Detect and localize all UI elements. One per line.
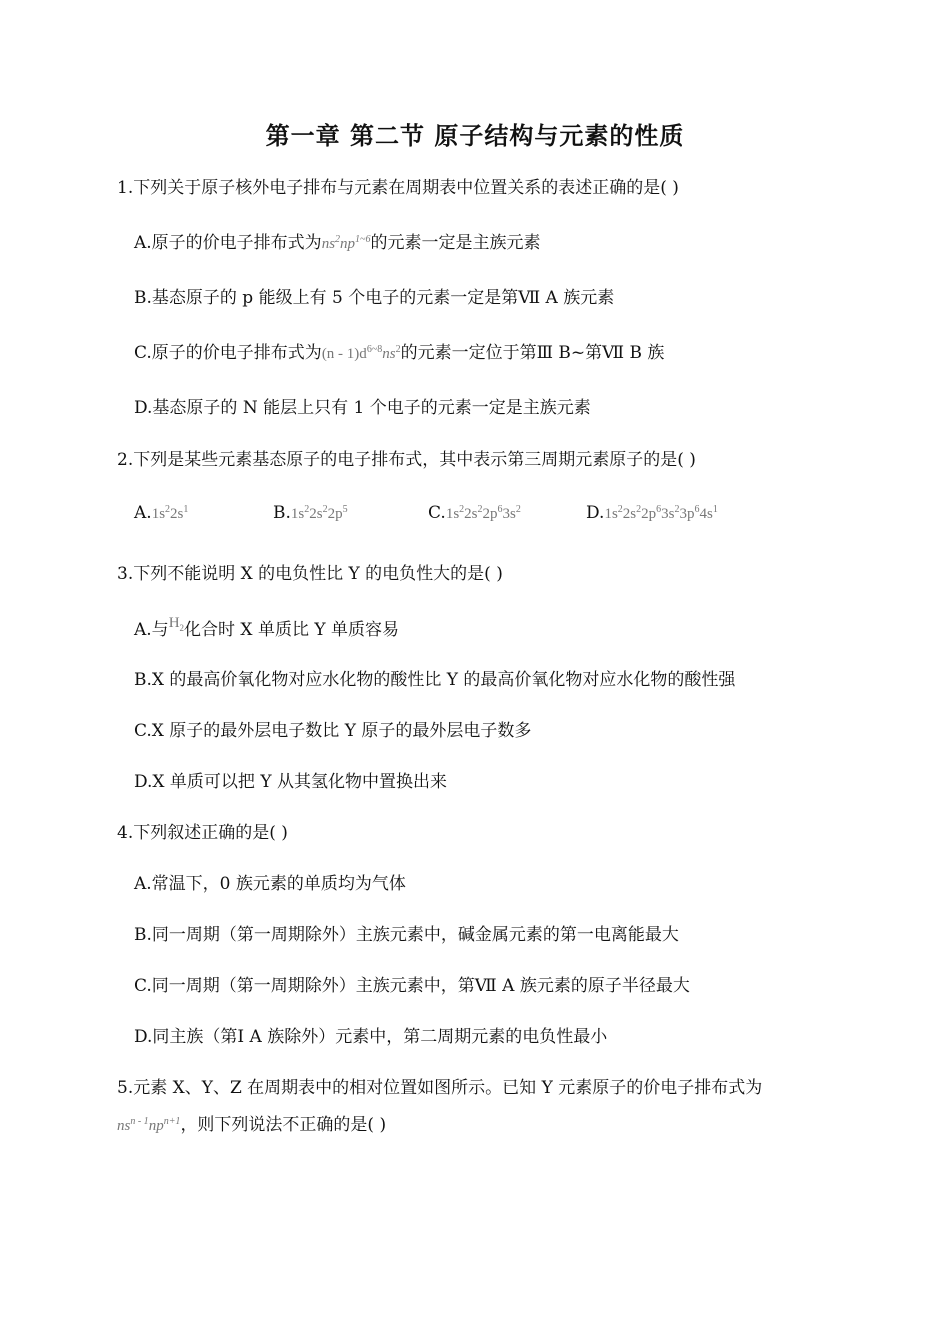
option-text: 化合时 X 单质比 Y 单质容易 xyxy=(184,620,399,640)
question-4-option-a: A.常温下，0 族元素的单质均为气体 xyxy=(134,874,406,894)
formula: $(n - 1)d^{6\sim 8}ns^2$ xyxy=(321,344,401,362)
option-text: 的元素一定位于第Ⅲ B~第Ⅶ B 族 xyxy=(400,343,665,363)
question-5-stem: 5.元素 X、Y、Z 在周期表中的相对位置如图所示。已知 Y 元素原子的价电子排布式为 xyxy=(117,1078,763,1098)
question-1-option-c xyxy=(134,341,664,366)
question-3-option-d: D.X 单质可以把 Y 从其氢化物中置换出来 xyxy=(134,772,447,792)
option-text: C.原子的价电子排布式为 xyxy=(134,343,322,363)
question-3-option-c: C.X 原子的最外层电子数比 Y 原子的最外层电子数多 xyxy=(134,721,532,741)
question-1-stem: 1.下列关于原子核外电子排布与元素在周期表中位置关系的表述正确的是( ) xyxy=(117,178,679,198)
question-2-stem: 2.下列是某些元素基态原子的电子排布式，其中表示第三周期元素原子的是( ) xyxy=(117,450,696,470)
question-3-stem: 3.下列不能说明 X 的电负性比 Y 的电负性大的是( ) xyxy=(117,564,503,584)
question-4-option-c: C.同一周期（第一周期除外）主族元素中，第Ⅶ A 族元素的原子半径最大 xyxy=(134,976,690,996)
option-text: A.原子的价电子排布式为 xyxy=(134,233,322,253)
question-2-option-c: $C.1s^22s^22p^63s^2$ xyxy=(428,503,521,523)
question-5-stem-continued xyxy=(117,1113,386,1138)
question-3-option-a xyxy=(134,615,399,643)
page-title: 第一章 第二节 原子结构与元素的性质 xyxy=(265,121,685,150)
question-2-option-a: $A.1s^22s^1$ xyxy=(134,503,189,523)
question-4-stem: 4.下列叙述正确的是( ) xyxy=(117,823,288,843)
formula: $ns^{n - 1}np^{n+1}$ xyxy=(117,1116,181,1134)
formula: $ns^2np^{1\sim 6}$ xyxy=(321,234,371,252)
question-1-option-d: D.基态原子的 N 能层上只有 1 个电子的元素一定是主族元素 xyxy=(134,398,591,418)
question-1-option-b: B.基态原子的 p 能级上有 5 个电子的元素一定是第Ⅶ A 族元素 xyxy=(134,288,615,308)
question-text: ，则下列说法不正确的是( ) xyxy=(180,1115,387,1135)
question-2-option-b: $B.1s^22s^22p^5$ xyxy=(273,503,348,523)
option-text: 的元素一定是主族元素 xyxy=(370,233,541,253)
question-4-option-b: B.同一周期（第一周期除外）主族元素中，碱金属元素的第一电离能最大 xyxy=(134,925,679,945)
question-3-option-b: B.X 的最高价氧化物对应水化物的酸性比 Y 的最高价氧化物对应水化物的酸性强 xyxy=(134,670,736,690)
question-1-option-a xyxy=(134,231,540,256)
formula: $H_2$ xyxy=(168,615,185,633)
question-2-option-d: $D.1s^22s^22p^63s^23p^64s^1$ xyxy=(586,503,718,523)
question-4-option-d: D.同主族（第Ⅰ A 族除外）元素中，第二周期元素的电负性最小 xyxy=(134,1027,608,1047)
option-text: A.与 xyxy=(134,620,169,640)
